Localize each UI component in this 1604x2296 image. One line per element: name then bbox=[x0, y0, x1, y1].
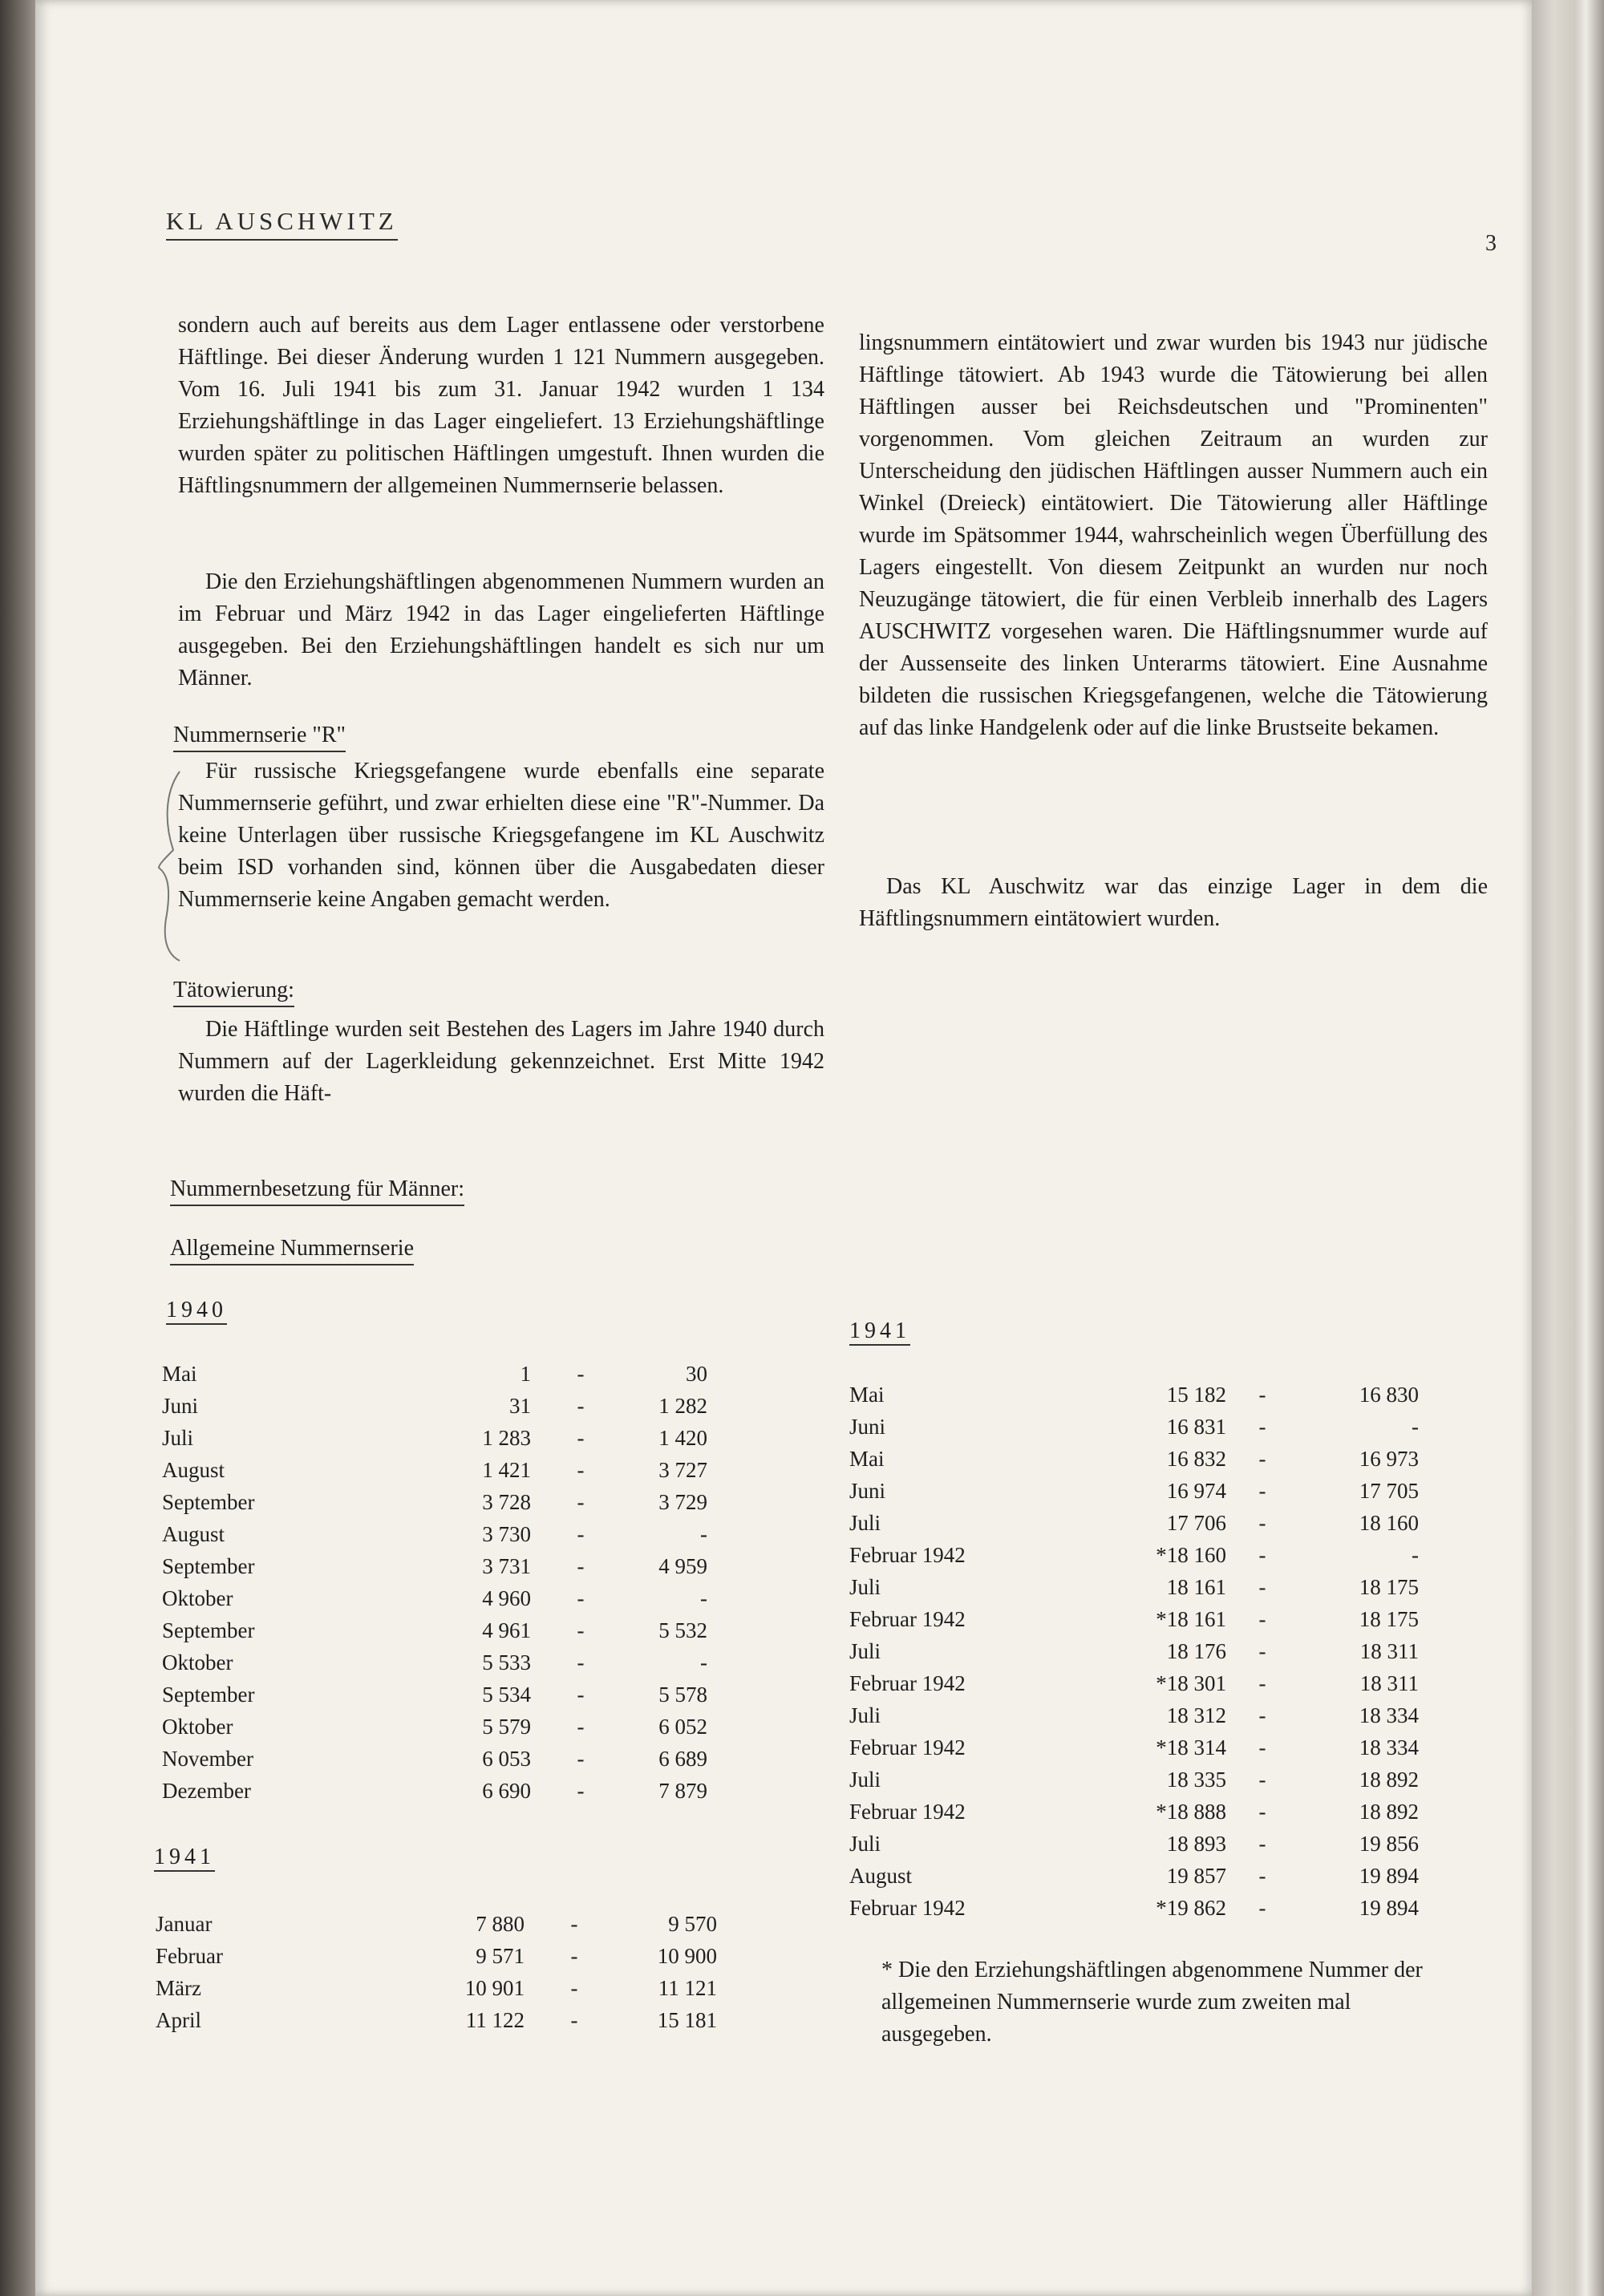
table-1941-left bbox=[156, 1912, 717, 2040]
start-number-cell: 1 421 bbox=[482, 1458, 531, 1482]
dash-cell: - bbox=[1258, 1511, 1266, 1535]
end-number-cell: 18 175 bbox=[1359, 1607, 1419, 1631]
month-cell: Juni bbox=[162, 1394, 199, 1418]
year-heading-1940: 1940 bbox=[166, 1298, 227, 1325]
dash-cell: - bbox=[1258, 1768, 1266, 1792]
end-number-cell: - bbox=[1412, 1543, 1419, 1567]
month-cell: Februar bbox=[156, 1944, 223, 1968]
dash-cell: - bbox=[577, 1715, 585, 1739]
dash-cell: - bbox=[577, 1362, 585, 1386]
table-row bbox=[162, 1586, 707, 1618]
table-row bbox=[162, 1394, 707, 1426]
month-cell: Oktober bbox=[162, 1586, 233, 1610]
table-row bbox=[849, 1607, 1419, 1639]
end-number-cell: 1 420 bbox=[658, 1426, 707, 1450]
dash-cell: - bbox=[1258, 1607, 1266, 1631]
start-number-cell: 6 053 bbox=[482, 1747, 531, 1771]
month-cell: August bbox=[849, 1864, 913, 1888]
table-row bbox=[849, 1864, 1419, 1896]
start-number-cell: 3 731 bbox=[482, 1554, 531, 1578]
table-row bbox=[849, 1575, 1419, 1607]
start-number-cell: 7 880 bbox=[476, 1912, 525, 1936]
table-row bbox=[849, 1383, 1419, 1415]
start-number-cell: 18 161 bbox=[1166, 1575, 1226, 1599]
end-number-cell: 18 334 bbox=[1359, 1735, 1419, 1759]
start-number-cell: 3 728 bbox=[482, 1490, 531, 1514]
month-cell: Juli bbox=[849, 1832, 881, 1856]
dash-cell: - bbox=[577, 1683, 585, 1707]
start-number-cell: 1 283 bbox=[482, 1426, 531, 1450]
end-number-cell: 3 729 bbox=[658, 1490, 707, 1514]
end-number-cell: 18 892 bbox=[1359, 1800, 1419, 1824]
end-number-cell: - bbox=[700, 1586, 707, 1610]
month-cell: Juni bbox=[849, 1415, 886, 1439]
footnote: * Die den Erziehungshäftlingen abgenommene Nummer der allgemeinen Nummernserie wurde zum zweiten mal ausgegeben. bbox=[881, 1958, 1423, 2047]
month-cell: Juli bbox=[849, 1703, 881, 1727]
dash-cell: - bbox=[577, 1426, 585, 1450]
heading-nummernbesetzung: Nummernbesetzung für Männer: bbox=[170, 1176, 464, 1206]
month-cell: Juli bbox=[162, 1426, 194, 1450]
end-number-cell: 7 879 bbox=[658, 1779, 707, 1803]
end-number-cell: 10 900 bbox=[657, 1944, 717, 1968]
start-number-cell: 4 961 bbox=[482, 1618, 531, 1642]
table-1941-right bbox=[849, 1383, 1419, 1928]
month-cell: Oktober bbox=[162, 1715, 233, 1739]
dash-cell: - bbox=[570, 1944, 578, 1968]
document-page bbox=[35, 0, 1532, 2296]
month-cell: März bbox=[156, 1976, 201, 2000]
start-number-cell: 18 335 bbox=[1166, 1768, 1226, 1792]
page-header: KL AUSCHWITZ bbox=[166, 207, 398, 241]
month-cell: September bbox=[162, 1618, 255, 1642]
dash-cell: - bbox=[570, 2008, 578, 2032]
dash-cell: - bbox=[577, 1394, 585, 1418]
start-number-cell: *18 161 bbox=[1156, 1607, 1226, 1631]
book-binding bbox=[0, 0, 35, 2296]
month-cell: Juli bbox=[849, 1511, 881, 1535]
heading-allgemeine-nummernserie: Allgemeine Nummernserie bbox=[170, 1235, 414, 1265]
end-number-cell: 18 175 bbox=[1359, 1575, 1419, 1599]
dash-cell: - bbox=[570, 1912, 578, 1936]
table-row bbox=[162, 1490, 707, 1522]
start-number-cell: 4 960 bbox=[482, 1586, 531, 1610]
dash-cell: - bbox=[577, 1747, 585, 1771]
start-number-cell: 19 857 bbox=[1166, 1864, 1226, 1888]
page-stack-edge bbox=[1532, 0, 1604, 2296]
month-cell: September bbox=[162, 1554, 255, 1578]
end-number-cell: 9 570 bbox=[668, 1912, 717, 1936]
dash-cell: - bbox=[577, 1522, 585, 1546]
dash-cell: - bbox=[577, 1650, 585, 1674]
table-row bbox=[162, 1747, 707, 1779]
dash-cell: - bbox=[1258, 1447, 1266, 1471]
start-number-cell: 18 176 bbox=[1166, 1639, 1226, 1663]
table-row bbox=[156, 1976, 717, 2008]
end-number-cell: 5 532 bbox=[658, 1618, 707, 1642]
dash-cell: - bbox=[1258, 1639, 1266, 1663]
table-row bbox=[162, 1618, 707, 1650]
table-row bbox=[849, 1511, 1419, 1543]
table-1940 bbox=[162, 1362, 707, 1811]
left-para-2: Die den Erziehungshäftlingen abgenommenen Nummern wurden an im Februar und März 1942 in das Lager eingelieferten Häftlinge ausgegeben. Bei den Erziehungshäftlingen handelt es sich nur um Männer. bbox=[178, 569, 824, 690]
table-row bbox=[849, 1639, 1419, 1671]
dash-cell: - bbox=[577, 1458, 585, 1482]
table-row bbox=[162, 1650, 707, 1683]
table-row bbox=[849, 1735, 1419, 1768]
table-row bbox=[849, 1800, 1419, 1832]
dash-cell: - bbox=[1258, 1896, 1266, 1920]
month-cell: September bbox=[162, 1683, 255, 1707]
table-row bbox=[162, 1458, 707, 1490]
month-cell: August bbox=[162, 1458, 225, 1482]
dash-cell: - bbox=[1258, 1864, 1266, 1888]
month-cell: November bbox=[162, 1747, 253, 1771]
dash-cell: - bbox=[1258, 1415, 1266, 1439]
month-cell: Februar 1942 bbox=[849, 1735, 966, 1759]
left-para-r: Für russische Kriegsgefangene wurde ebenfalls eine separate Nummernserie geführt, und zwar erhielten diese eine "R"-Nummer. Da keine Unterlagen über russische Kriegsgefangene im KL Auschwitz beim ISD vorhanden sind, können über die Ausgabedaten dieser Nummernserie keine Angaben gemacht werden. bbox=[178, 759, 824, 912]
end-number-cell: 6 689 bbox=[658, 1747, 707, 1771]
table-row bbox=[849, 1896, 1419, 1928]
end-number-cell: 18 311 bbox=[1359, 1639, 1419, 1663]
end-number-cell: 4 959 bbox=[658, 1554, 707, 1578]
table-row bbox=[162, 1715, 707, 1747]
page-number: 3 bbox=[1485, 231, 1497, 256]
dash-cell: - bbox=[577, 1779, 585, 1803]
table-row bbox=[849, 1703, 1419, 1735]
month-cell: Februar 1942 bbox=[849, 1543, 966, 1567]
end-number-cell: 19 894 bbox=[1359, 1864, 1419, 1888]
table-row bbox=[156, 1944, 717, 1976]
month-cell: April bbox=[156, 2008, 201, 2032]
start-number-cell: 16 832 bbox=[1166, 1447, 1226, 1471]
month-cell: Februar 1942 bbox=[849, 1896, 966, 1920]
dash-cell: - bbox=[1258, 1671, 1266, 1695]
start-number-cell: 18 893 bbox=[1166, 1832, 1226, 1856]
dash-cell: - bbox=[1258, 1703, 1266, 1727]
end-number-cell: - bbox=[1412, 1415, 1419, 1439]
end-number-cell: 6 052 bbox=[658, 1715, 707, 1739]
table-row bbox=[849, 1479, 1419, 1511]
left-para-tattoo: Die Häftlinge wurden seit Bestehen des Lagers im Jahre 1940 durch Nummern auf der Lagerkleidung gekennzeichnet. Erst Mitte 1942 wurden die Häft- bbox=[178, 1017, 824, 1106]
table-row bbox=[156, 2008, 717, 2040]
dash-cell: - bbox=[577, 1586, 585, 1610]
table-row bbox=[849, 1543, 1419, 1575]
start-number-cell: 15 182 bbox=[1166, 1383, 1226, 1407]
start-number-cell: 10 901 bbox=[464, 1976, 525, 2000]
dash-cell: - bbox=[577, 1490, 585, 1514]
month-cell: Juli bbox=[849, 1575, 881, 1599]
end-number-cell: 16 830 bbox=[1359, 1383, 1419, 1407]
table-row bbox=[849, 1447, 1419, 1479]
start-number-cell: 6 690 bbox=[482, 1779, 531, 1803]
start-number-cell: *19 862 bbox=[1156, 1896, 1226, 1920]
start-number-cell: *18 160 bbox=[1156, 1543, 1226, 1567]
dash-cell: - bbox=[577, 1554, 585, 1578]
month-cell: Oktober bbox=[162, 1650, 233, 1674]
month-cell: Februar 1942 bbox=[849, 1800, 966, 1824]
month-cell: Februar 1942 bbox=[849, 1607, 966, 1631]
dash-cell: - bbox=[1258, 1479, 1266, 1503]
start-number-cell: *18 888 bbox=[1156, 1800, 1226, 1824]
end-number-cell: 18 334 bbox=[1359, 1703, 1419, 1727]
start-number-cell: 5 579 bbox=[482, 1715, 531, 1739]
end-number-cell: 18 311 bbox=[1359, 1671, 1419, 1695]
end-number-cell: 5 578 bbox=[658, 1683, 707, 1707]
start-number-cell: 3 730 bbox=[482, 1522, 531, 1546]
dash-cell: - bbox=[570, 1976, 578, 2000]
start-number-cell: 5 534 bbox=[482, 1683, 531, 1707]
start-number-cell: 5 533 bbox=[482, 1650, 531, 1674]
start-number-cell: 16 974 bbox=[1166, 1479, 1226, 1503]
left-para-1: sondern auch auf bereits aus dem Lager entlassene oder verstorbene Häftlinge. Bei dieser Änderung wurden 1 121 Nummern ausgegeben. Vom 16. Juli 1941 bis zum 31. Januar 1942 wurden 1 134 Erziehungshäftlinge in das Lager eingeliefert. 13 Erziehungshäftlinge wurden später zu politischen Häftlingen umgestuft. Ihnen wurden die Häftlingsnummern der allgemeinen Nummernserie belassen. bbox=[178, 313, 824, 498]
start-number-cell: 17 706 bbox=[1166, 1511, 1226, 1535]
end-number-cell: 16 973 bbox=[1359, 1447, 1419, 1471]
dash-cell: - bbox=[1258, 1800, 1266, 1824]
dash-cell: - bbox=[1258, 1543, 1266, 1567]
month-cell: Mai bbox=[849, 1447, 885, 1471]
year-heading-1941-right: 1941 bbox=[849, 1318, 910, 1346]
start-number-cell: 9 571 bbox=[476, 1944, 525, 1968]
table-row bbox=[849, 1832, 1419, 1864]
end-number-cell: 3 727 bbox=[658, 1458, 707, 1482]
dash-cell: - bbox=[1258, 1575, 1266, 1599]
end-number-cell: 18 892 bbox=[1359, 1768, 1419, 1792]
month-cell: Juni bbox=[849, 1479, 886, 1503]
month-cell: Juli bbox=[849, 1639, 881, 1663]
year-heading-1941-left: 1941 bbox=[154, 1844, 215, 1872]
month-cell: August bbox=[162, 1522, 225, 1546]
month-cell: Dezember bbox=[162, 1779, 251, 1803]
table-row bbox=[162, 1426, 707, 1458]
end-number-cell: 17 705 bbox=[1359, 1479, 1419, 1503]
right-para-2: Das KL Auschwitz war das einzige Lager in dem die Häftlingsnummern eintätowiert wurden. bbox=[859, 874, 1488, 931]
month-cell: Juli bbox=[849, 1768, 881, 1792]
heading-nummernserie-r: Nummernserie "R" bbox=[173, 722, 346, 752]
table-row bbox=[162, 1779, 707, 1811]
start-number-cell: *18 314 bbox=[1156, 1735, 1226, 1759]
end-number-cell: 18 160 bbox=[1359, 1511, 1419, 1535]
month-cell: Februar 1942 bbox=[849, 1671, 966, 1695]
heading-taetowierung: Tätowierung: bbox=[173, 977, 294, 1007]
end-number-cell: 19 856 bbox=[1359, 1832, 1419, 1856]
month-cell: Januar bbox=[156, 1912, 213, 1936]
start-number-cell: 31 bbox=[509, 1394, 531, 1418]
table-row bbox=[849, 1415, 1419, 1447]
table-row bbox=[162, 1362, 707, 1394]
end-number-cell: 30 bbox=[686, 1362, 707, 1386]
table-row bbox=[162, 1522, 707, 1554]
start-number-cell: 11 122 bbox=[465, 2008, 525, 2032]
end-number-cell: - bbox=[700, 1522, 707, 1546]
dash-cell: - bbox=[577, 1618, 585, 1642]
month-cell: September bbox=[162, 1490, 255, 1514]
end-number-cell: 15 181 bbox=[657, 2008, 717, 2032]
dash-cell: - bbox=[1258, 1832, 1266, 1856]
start-number-cell: 1 bbox=[520, 1362, 531, 1386]
end-number-cell: 11 121 bbox=[658, 1976, 717, 2000]
table-row bbox=[162, 1683, 707, 1715]
start-number-cell: 18 312 bbox=[1166, 1703, 1226, 1727]
month-cell: Mai bbox=[849, 1383, 885, 1407]
start-number-cell: *18 301 bbox=[1156, 1671, 1226, 1695]
dash-cell: - bbox=[1258, 1735, 1266, 1759]
table-row bbox=[849, 1671, 1419, 1703]
end-number-cell: 19 894 bbox=[1359, 1896, 1419, 1920]
start-number-cell: 16 831 bbox=[1166, 1415, 1226, 1439]
end-number-cell: 1 282 bbox=[658, 1394, 707, 1418]
table-row bbox=[849, 1768, 1419, 1800]
month-cell: Mai bbox=[162, 1362, 197, 1386]
end-number-cell: - bbox=[700, 1650, 707, 1674]
right-para-1: lingsnummern eintätowiert und zwar wurden bis 1943 nur jüdische Häftlinge tätowiert. Ab 1943 wurde die Tätowierung bei allen Häftlingen ausser bei Reichsdeutschen und "Prominenten" vorgenommen. Vom gleichen Zeitraum an wurden zur Unterscheidung den jüdischen Häftlingen ausser Nummern auch ein Winkel (Dreieck) eintätowiert. Die Tätowierung aller Häftlinge wurde im Spätsommer 1944, wahrscheinlich wegen Überfüllung des Lagers eingestellt. Von diesem Zeitpunkt an wurden nur noch Neuzugänge tätowiert, die für einen Verbleib innerhalb des Lagers AUSCHWITZ vorgesehen waren. Die Häftlingsnummer wurde auf der Aussenseite des linken Unterarms tätowiert. Eine Ausnahme bildeten die russischen Kriegsgefangenen, welche die Tätowierung auf das linke Handgelenk oder auf die linke Brustseite bekamen. bbox=[859, 330, 1488, 740]
table-row bbox=[156, 1912, 717, 1944]
dash-cell: - bbox=[1258, 1383, 1266, 1407]
table-row bbox=[162, 1554, 707, 1586]
